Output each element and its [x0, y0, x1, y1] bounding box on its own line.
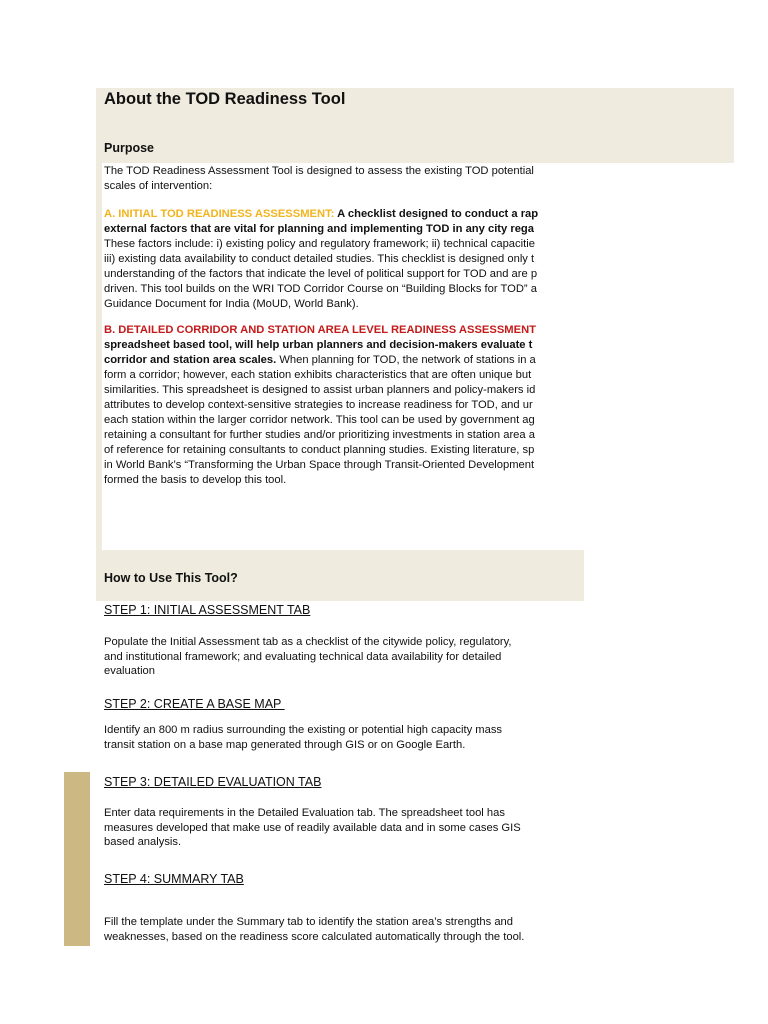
purpose-heading: Purpose — [104, 141, 155, 155]
step-4-line: weaknesses, based on the readiness score calculated automatically through the tool. — [104, 930, 525, 943]
step-3-body — [104, 806, 585, 850]
intro-line: scales of intervention: — [104, 180, 213, 192]
step-1-line: evaluation — [104, 665, 156, 677]
page-title: About the TOD Readiness Tool — [104, 90, 346, 108]
section-b-line: in World Bank’s “Transforming the Urban Space through Transit-Oriented Development — [104, 459, 535, 471]
step-2-line: Identify an 800 m radius surrounding the existing or potential high capacity mass — [104, 724, 503, 736]
section-a-line: external factors that are vital for planning and implementing TOD in any city rega — [104, 223, 534, 235]
step-4-heading: STEP 4: SUMMARY TAB — [104, 872, 244, 886]
section-a-paragraph — [104, 207, 585, 312]
section-b-paragraph — [104, 323, 585, 488]
step-3-line: based analysis. — [104, 836, 182, 848]
how-to-heading: How to Use This Tool? — [104, 571, 238, 585]
step-2-heading: STEP 2: CREATE A BASE MAP — [104, 697, 285, 711]
section-a-line: These factors include: i) existing policy and regulatory framework; ii) technical capacitie — [104, 238, 535, 250]
intro-paragraph — [104, 164, 585, 194]
step-4-line: Fill the template under the Summary tab to identify the station area’s strengths and — [104, 916, 513, 928]
section-b-line: attributes to develop context-sensitive strategies to increase readiness for TOD, and ur — [104, 399, 533, 411]
step-2-body — [104, 723, 585, 752]
section-b-line: form a corridor; however, each station exhibits characteristics that are often unique but — [104, 369, 532, 381]
step-4-body — [104, 915, 585, 944]
section-b-line: spreadsheet based tool, will help urban planners and decision-makers evaluate t — [104, 339, 533, 351]
section-b-line: retaining a consultant for further studies and/or prioritizing investments in station area a — [104, 429, 535, 441]
step-3-line: measures developed that make use of readily available data and in some cases GIS — [104, 821, 521, 834]
step-3-heading: STEP 3: DETAILED EVALUATION TAB — [104, 775, 322, 789]
section-b-line: similarities. This spreadsheet is designed to assist urban planners and policy-makers id — [104, 384, 536, 396]
section-b-line: of reference for retaining consultants to conduct planning studies. Existing literature, sp — [104, 444, 535, 456]
section-b-line: each station within the larger corridor network. This tool can be used by government ag — [104, 414, 535, 426]
section-a-label: A. INITIAL TOD READINESS ASSESSMENT: — [104, 208, 335, 220]
step-1-body — [104, 635, 585, 679]
section-a-line: Guidance Document for India (MoUD, World Bank). — [104, 298, 359, 310]
step-1-heading: STEP 1: INITIAL ASSESSMENT TAB — [104, 603, 311, 617]
accent-bar — [64, 772, 90, 946]
step-1-line: Populate the Initial Assessment tab as a checklist of the citywide policy, regulatory, — [104, 636, 512, 648]
step-2-line: transit station on a base map generated through GIS or on Google Earth. — [104, 738, 466, 751]
step-1-line: and institutional framework; and evaluating technical data availability for detailed — [104, 650, 502, 663]
left-band — [96, 163, 102, 550]
step-3-line: Enter data requirements in the Detailed Evaluation tab. The spreadsheet tool has — [104, 807, 505, 819]
section-a-line: driven. This tool builds on the WRI TOD Corridor Course on “Building Blocks for TOD” a — [104, 283, 537, 295]
section-b-line3-bold: corridor and station area scales. — [104, 354, 277, 366]
section-a-lead: A checklist designed to conduct a rap — [334, 208, 539, 220]
intro-line: The TOD Readiness Assessment Tool is designed to assess the existing TOD potential — [104, 165, 534, 177]
section-a-line: iii) existing data availability to conduct detailed studies. This checklist is designed only t — [104, 253, 535, 265]
section-a-line — [104, 207, 585, 222]
section-b-line — [104, 353, 585, 368]
section-b-label: B. DETAILED CORRIDOR AND STATION AREA LEVEL READINESS ASSESSMENT — [104, 324, 536, 336]
section-b-line3-rest: When planning for TOD, the network of stations in a — [276, 354, 536, 366]
section-a-line: understanding of the factors that indicate the level of political support for TOD and are p — [104, 268, 538, 280]
section-b-line: formed the basis to develop this tool. — [104, 474, 287, 486]
